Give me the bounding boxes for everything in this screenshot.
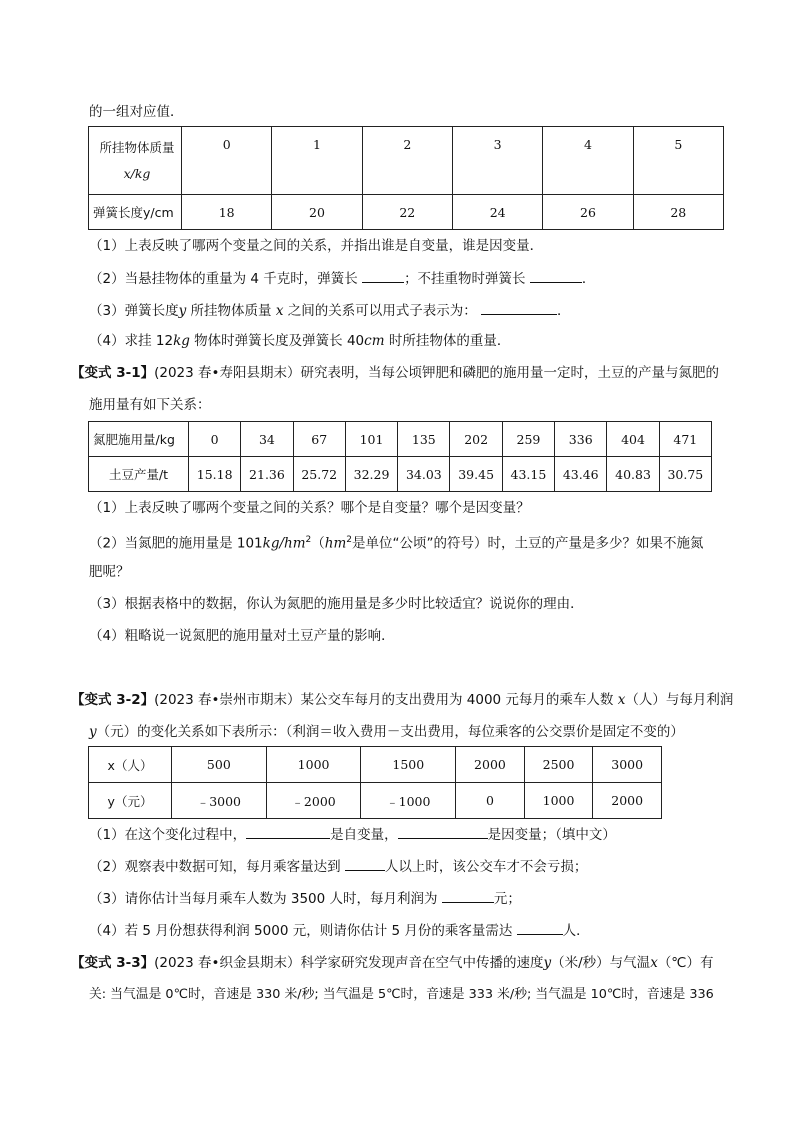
table-cell: 135 xyxy=(398,422,450,457)
variable-y: y xyxy=(543,955,552,971)
question-text: （2）观察表中数据可知，每月乘客量达到 xyxy=(89,859,341,875)
fertilizer-label: 氮肥施用量/kg xyxy=(89,422,189,457)
question-3-2-2 xyxy=(89,856,587,877)
variable-y: y xyxy=(89,724,97,740)
table-row xyxy=(89,457,712,492)
table-row xyxy=(89,127,724,195)
variant-tag: 【变式 3-2】 xyxy=(71,692,155,708)
table-cell: 24 xyxy=(452,195,542,230)
table-cell: 202 xyxy=(450,422,502,457)
table-cell: 0 xyxy=(182,127,272,195)
question-text: 之间的关系可以用式子表示为： xyxy=(283,303,477,319)
table-cell: 500 xyxy=(172,747,267,783)
question-text: 是自变量， xyxy=(330,827,398,843)
table-cell: 0 xyxy=(189,422,241,457)
question-text: 人以上时，该公交车才不会亏损； xyxy=(384,859,588,875)
variant-source: (2023 春•寿阳县期末） xyxy=(154,365,301,381)
answer-blank[interactable] xyxy=(398,824,488,839)
question-text: （2）当悬挂物体的重量为 4 千克时，弹簧长 xyxy=(89,271,358,287)
variant-text: 某公交车每月的支出费用为 4000 元每月的乘车人数 xyxy=(300,692,618,708)
variant-tag: 【变式 3-1】 xyxy=(71,365,155,381)
variant-text: （米/秒）与气温 xyxy=(551,955,651,971)
variant-text: （℃）有 xyxy=(657,955,714,971)
question-3-2-1 xyxy=(89,824,616,845)
mass-label: 所挂物体质量 xyxy=(99,139,175,155)
variant-text: （人）与每月利润 xyxy=(625,692,734,708)
question-text: （4）求挂 12 xyxy=(89,333,174,349)
question-text: （3）弹簧长度 xyxy=(89,303,179,319)
table-row xyxy=(89,195,724,230)
question-3-1-3: （3）根据表格中的数据，你认为氮肥的施用量是多少时比较适宜？说说你的理由． xyxy=(89,596,584,612)
table-cell: 21.36 xyxy=(241,457,293,492)
question-text: 是单位“公顷”的符号）时，土豆的产量是多少？如果不施氮 xyxy=(352,535,704,552)
variable-x: x xyxy=(275,303,284,319)
variant-3-2-line2 xyxy=(89,722,684,742)
x-persons-label: x（人） xyxy=(89,747,172,783)
spring-table xyxy=(88,126,724,230)
question-3-1-2-cont: 肥呢？ xyxy=(89,564,130,580)
answer-blank[interactable] xyxy=(481,300,557,315)
table-cell: 336 xyxy=(555,422,607,457)
question-text: 是因变量；（填中文） xyxy=(487,827,616,843)
answer-blank[interactable] xyxy=(530,268,582,283)
question-text: （2）当氮肥的施用量是 101 xyxy=(89,535,263,552)
question-1-4 xyxy=(89,331,510,351)
question-text: 元； xyxy=(493,891,521,907)
table-row xyxy=(89,422,712,457)
table-cell: 1 xyxy=(272,127,362,195)
table-cell: 43.46 xyxy=(555,457,607,492)
unit-hm: hm xyxy=(324,535,347,552)
mass-unit-label: x/kg xyxy=(123,165,151,181)
table-cell: 101 xyxy=(345,422,397,457)
spring-length-label: 弹簧长度y/cm xyxy=(89,195,182,230)
table-cell: 15.18 xyxy=(189,457,241,492)
variant-3-1-header xyxy=(71,363,719,383)
variant-text: 科学家研究发现声音在空气中传播的速度 xyxy=(300,955,544,971)
question-text: ． xyxy=(557,303,571,319)
table-cell: 39.45 xyxy=(450,457,502,492)
table-cell: 1000 xyxy=(524,783,593,819)
variant-3-1-line2: 施用量有如下关系： xyxy=(89,397,211,413)
fertilizer-table xyxy=(88,421,712,492)
table-cell: 1000 xyxy=(266,747,361,783)
table-cell: 404 xyxy=(607,422,659,457)
unit-cm: cm xyxy=(364,333,385,349)
variant-source: (2023 春•崇州市期末） xyxy=(154,692,301,708)
table-cell: 2000 xyxy=(593,783,662,819)
table-cell: 30.75 xyxy=(659,457,711,492)
variant-text: 研究表明，当每公顷钾肥和磷肥的施用量一定时，土豆的产量与氮肥的 xyxy=(300,365,719,381)
table-cell: ﹣3000 xyxy=(172,783,267,819)
question-text: （3）请你估计当每月乘车人数为 3500 人时，每月利润为 xyxy=(89,891,438,907)
question-text: （4）若 5 月份想获得利润 5000 元，则请你估计 5 月份的乘客量需达 xyxy=(89,923,513,939)
table-cell: 2000 xyxy=(456,747,525,783)
table-cell: 2 xyxy=(362,127,452,195)
question-text: （ xyxy=(311,535,325,552)
question-text: ；不挂重物时弹簧长 xyxy=(404,271,526,287)
variant-source: (2023 春•织金县期末） xyxy=(154,955,301,971)
table-cell: 3000 xyxy=(593,747,662,783)
superscript: 2 xyxy=(305,535,312,545)
table-cell: 471 xyxy=(659,422,711,457)
table-cell: 3 xyxy=(452,127,542,195)
table-row xyxy=(89,783,662,819)
variant-text: （元）的变化关系如下表所示：（利润＝收入费用－支出费用，每位乘客的公交票价是固定不变的） xyxy=(96,724,684,740)
answer-blank[interactable] xyxy=(246,824,330,839)
table-cell: 26 xyxy=(543,195,633,230)
table-cell: 67 xyxy=(293,422,345,457)
table-cell: 2500 xyxy=(524,747,593,783)
question-text: ． xyxy=(581,271,596,287)
table-cell: ﹣2000 xyxy=(266,783,361,819)
table-cell: 32.29 xyxy=(345,457,397,492)
intro-line: 的一组对应值． xyxy=(89,104,184,120)
question-3-1-4: （4）粗略说一说氮肥的施用量对土豆产量的影响． xyxy=(89,628,395,644)
table-cell: 25.72 xyxy=(293,457,345,492)
table-header-cell xyxy=(89,127,182,195)
y-yuan-label: y（元） xyxy=(89,783,172,819)
table-cell: 1500 xyxy=(361,747,456,783)
table-cell: 20 xyxy=(272,195,362,230)
question-text: 时所挂物体的重量． xyxy=(384,333,511,349)
table-cell: 34 xyxy=(241,422,293,457)
table-cell: 34.03 xyxy=(398,457,450,492)
answer-blank[interactable] xyxy=(345,856,385,871)
superscript: 2 xyxy=(346,535,352,545)
question-3-2-4 xyxy=(89,920,590,941)
table-cell: 4 xyxy=(543,127,633,195)
question-3-1-1: （1）上表反映了哪两个变量之间的关系？哪个是自变量？哪个是因变量？ xyxy=(89,500,530,516)
table-cell: 18 xyxy=(182,195,272,230)
question-3-2-3 xyxy=(89,888,521,909)
table-cell: 259 xyxy=(502,422,554,457)
answer-blank[interactable] xyxy=(517,920,563,935)
unit-kg-hm: kg/hm xyxy=(262,535,306,552)
table-cell: 0 xyxy=(456,783,525,819)
question-1-2 xyxy=(89,268,595,289)
variant-3-3-line2: 关: 当气温是 0℃时，音速是 330 米/秒; 当气温是 5℃时，音速是 333 米/秒; 当气温是 10℃时，音速是 336 xyxy=(89,987,714,1002)
variable-x: x xyxy=(650,955,658,971)
variable-y: y xyxy=(178,303,187,319)
question-text: （1）在这个变化过程中， xyxy=(89,827,247,843)
table-cell: ﹣1000 xyxy=(361,783,456,819)
question-text: 物体时弹簧长度及弹簧长 40 xyxy=(189,333,365,349)
variant-3-2-header xyxy=(71,690,733,710)
question-1-1: （1）上表反映了哪两个变量之间的关系，并指出谁是自变量，谁是因变量． xyxy=(89,238,544,254)
table-row xyxy=(89,747,662,783)
bus-profit-table xyxy=(88,746,662,819)
variable-x: x xyxy=(617,692,626,708)
question-1-3 xyxy=(89,300,571,321)
variant-3-3-header xyxy=(71,953,713,973)
table-cell: 40.83 xyxy=(607,457,659,492)
potato-yield-label: 土豆产量/t xyxy=(89,457,189,492)
answer-blank[interactable] xyxy=(442,888,494,903)
variant-tag: 【变式 3-3】 xyxy=(71,955,155,971)
question-text: 所挂物体质量 xyxy=(186,303,276,319)
question-3-1-2 xyxy=(89,530,704,554)
table-cell: 28 xyxy=(633,195,723,230)
unit-kg: kg xyxy=(173,333,190,349)
table-cell: 43.15 xyxy=(502,457,554,492)
table-cell: 22 xyxy=(362,195,452,230)
answer-blank[interactable] xyxy=(362,268,404,283)
table-cell: 5 xyxy=(633,127,723,195)
question-text: 人． xyxy=(562,923,590,939)
